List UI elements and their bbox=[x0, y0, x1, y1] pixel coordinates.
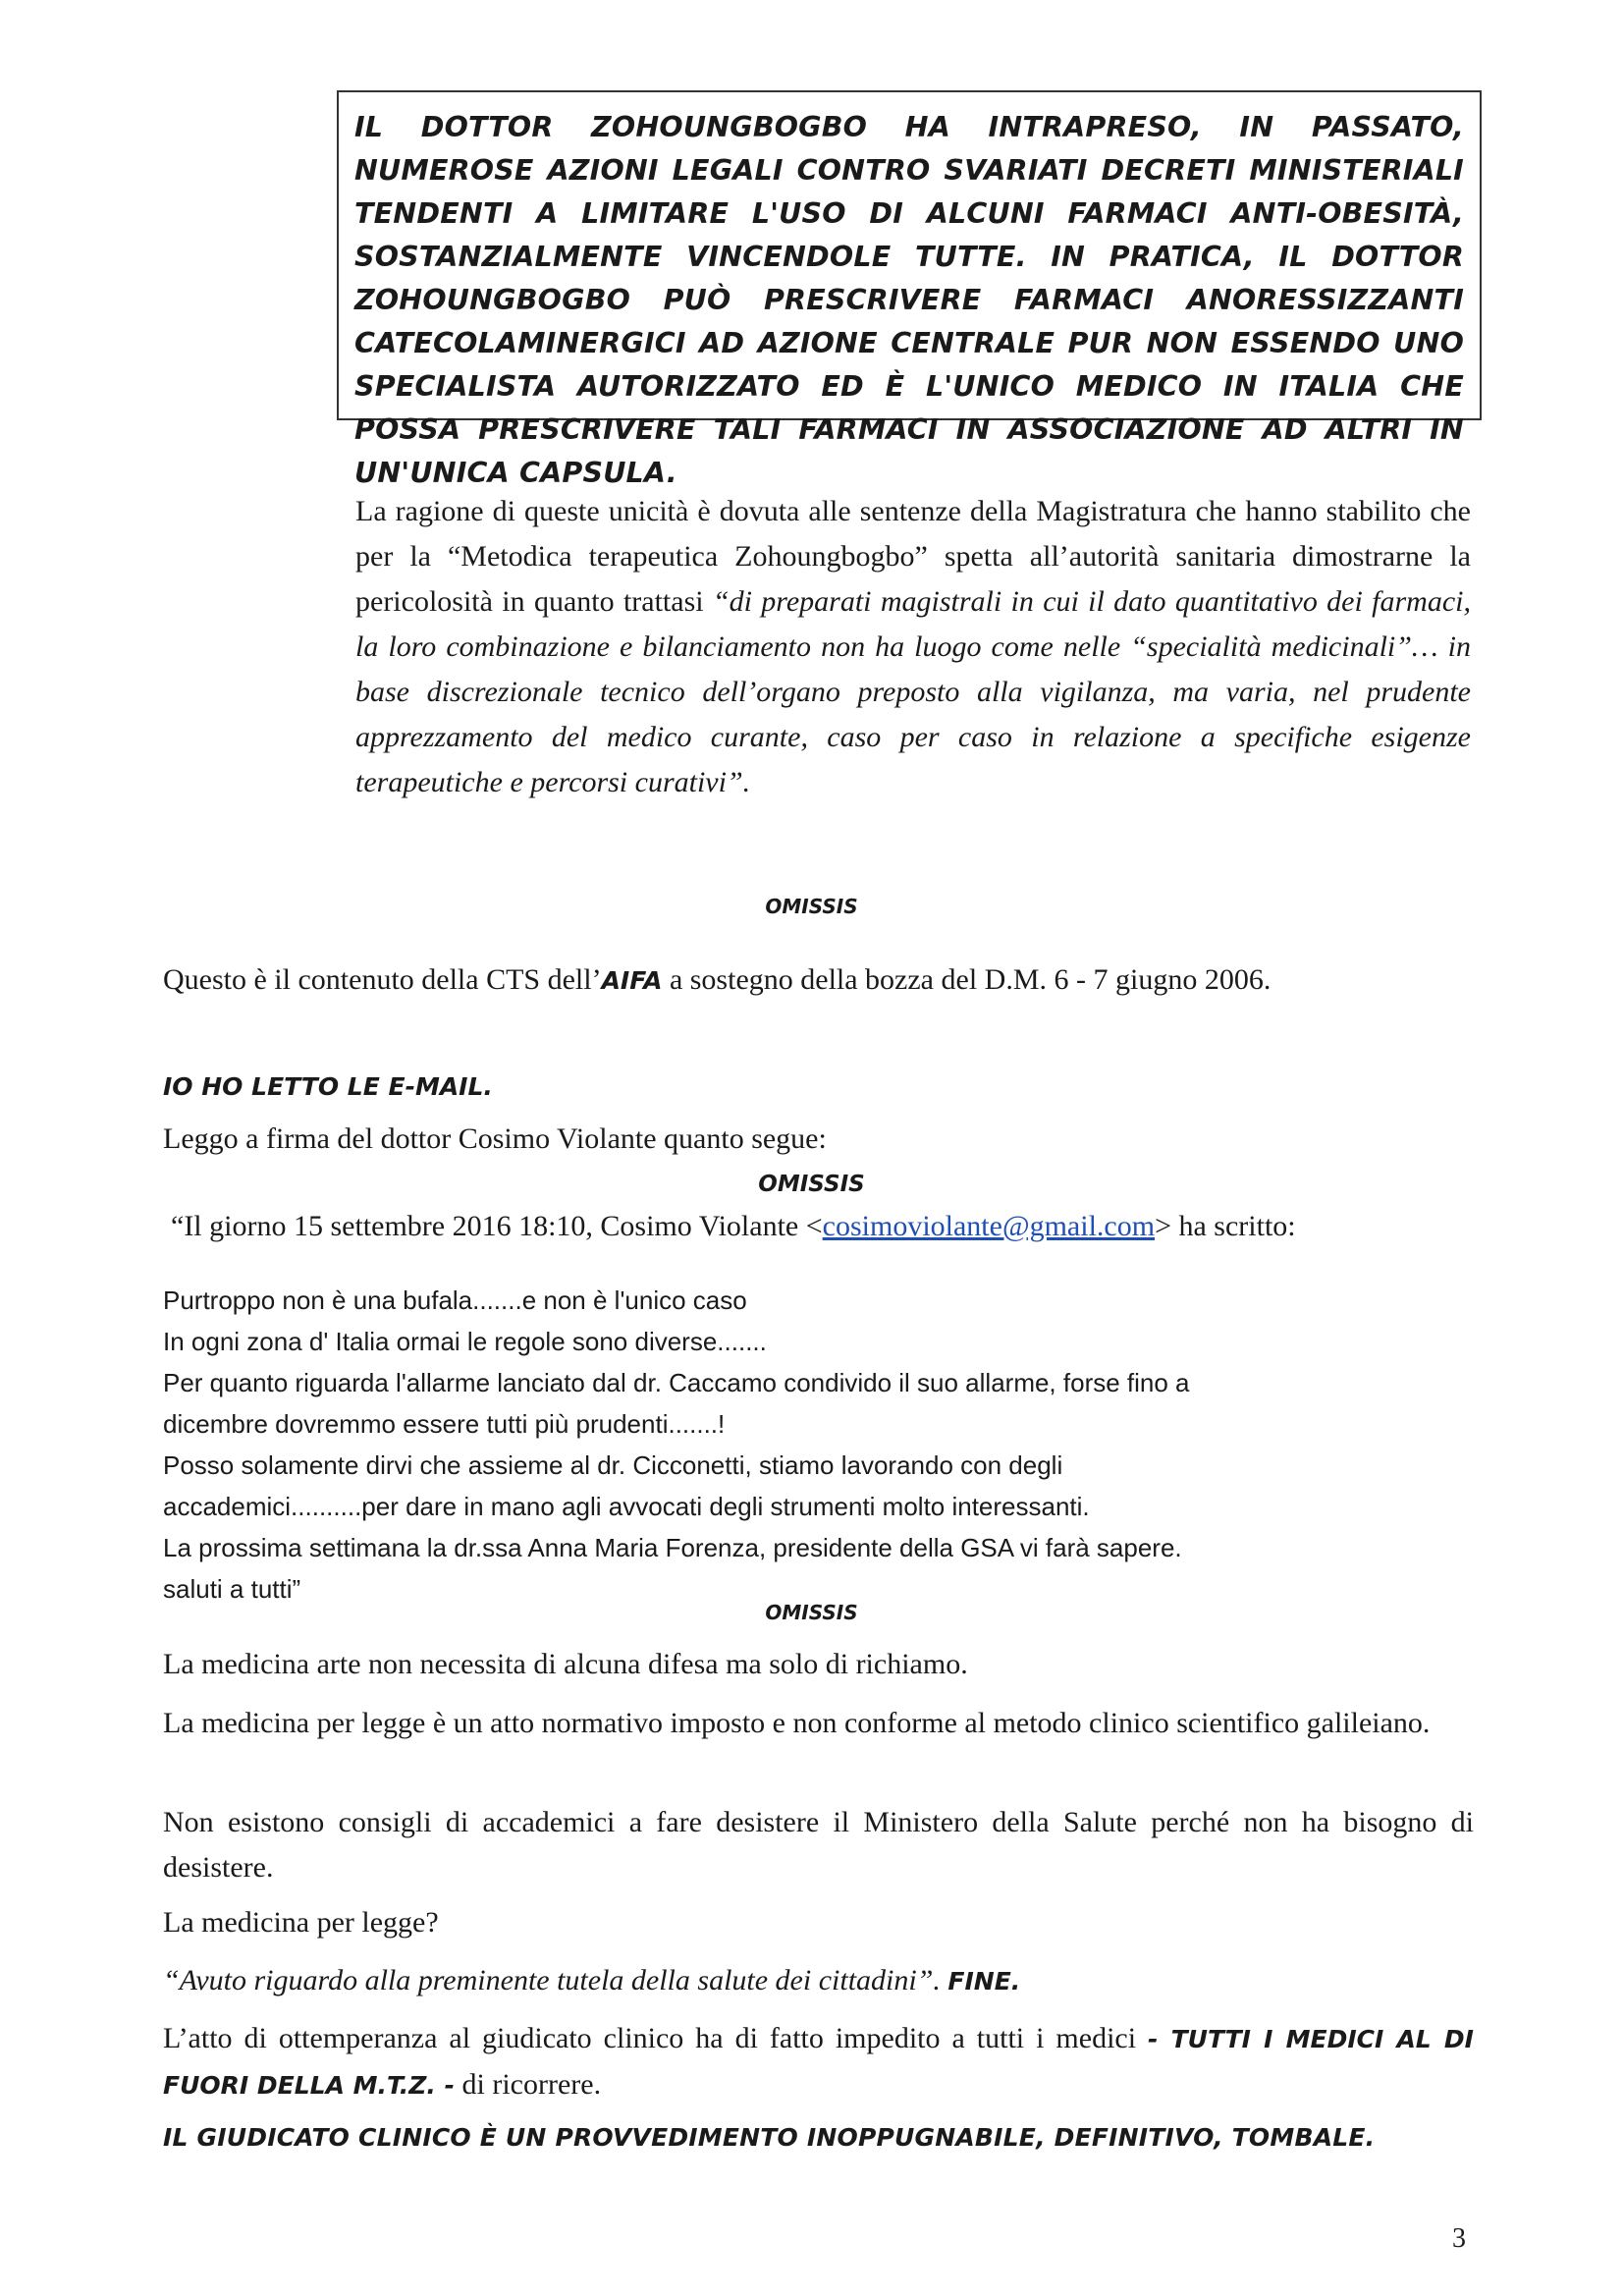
omissis-label-3: OMISSIS bbox=[765, 1601, 858, 1624]
quote-text-a: “Il giorno 15 settembre 2016 18:10, Cosimo Violante < bbox=[171, 1210, 823, 1242]
paragraph-riguardo bbox=[163, 1958, 1474, 2004]
paragraph-ragione bbox=[355, 489, 1471, 805]
ragione-quote: “di preparati magistrali in cui il dato quantitativo dei farmaci, la loro combinazione e bilanciamento non ha luogo come nelle “specialità medicinali”… in base discrezionale tecnico dell’organo preposto alla vigilanza, ma varia, nel prudente apprezzamento del medico curante, caso per caso in relazione a specifiche esigenze terapeutiche e percorsi curativi”. bbox=[355, 585, 1471, 798]
aifa-label: AIFA bbox=[601, 966, 663, 995]
quote-text-b: > ha scritto: bbox=[1155, 1210, 1296, 1242]
email-line: Posso solamente dirvi che assieme al dr. Cicconetti, stiamo lavorando con degli bbox=[163, 1450, 1063, 1480]
riguardo-quote: “Avuto riguardo alla preminente tutela della salute dei cittadini”. bbox=[163, 1964, 941, 1996]
omissis-label-2: OMISSIS bbox=[758, 1172, 865, 1197]
ragione-text: La ragione di queste unicità è dovuta alle sentenze della Magistratura che hanno stabilito che per la “Metodica terapeutica Zohoungbogbo” spetta all’autorità sanitaria dimostrarne la pericolosità in quanto trattasi bbox=[355, 495, 1471, 618]
paragraph-domanda: La medicina per legge? bbox=[163, 1906, 439, 1939]
cts-text-a: Questo è il contenuto della CTS dell’ bbox=[163, 963, 602, 996]
paragraph-ottemperanza bbox=[163, 2016, 1474, 2108]
cts-text-b: a sostegno della bozza del D.M. 6 - 7 giugno 2006. bbox=[662, 963, 1271, 996]
boxed-notice-text: IL DOTTOR ZOHOUNGBOGBO HA INTRAPRESO, IN PASSATO, NUMEROSE AZIONI LEGALI CONTRO SVARIATI DECRETI MINISTERIALI TENDENTI A LIMITARE L'USO DI ALCUNI FARMACI ANTI-OBESITÀ, SOSTANZIALMENTE VINCENDOLE TUTTE. IN PRATICA, IL DOTTOR ZOHOUNGBOGBO PUÒ PRESCRIVERE FARMACI ANORESSIZZANTI CATECOLAMINERGICI AD AZIONE CENTRALE PUR NON ESSENDO UNO SPECIALISTA AUTORIZZATO ED È L'UNICO MEDICO IN ITALIA CHE POSSA PRESCRIVERE TALI FARMACI IN ASSOCIAZIONE AD ALTRI IN UN'UNICA CAPSULA. bbox=[354, 111, 1464, 489]
paragraph-accademici: Non esistono consigli di accademici a fare desistere il Ministero della Salute perché non ha bisogno di desistere. bbox=[163, 1806, 1474, 1884]
email-line: saluti a tutti” bbox=[163, 1574, 301, 1604]
paragraph-legge: La medicina per legge è un atto normativo imposto e non conforme al metodo clinico scientifico galileiano. bbox=[163, 1707, 1431, 1739]
paragraph-cts bbox=[163, 957, 1474, 1004]
omissis-label-1: OMISSIS bbox=[765, 895, 858, 918]
ottemperanza-text-b: di ricorrere. bbox=[455, 2068, 602, 2101]
ottemperanza-text-a: L’atto di ottemperanza al giudicato clinico ha di fatto impedito a tutti i medici bbox=[163, 2022, 1149, 2054]
email-line: In ogni zona d' Italia ormai le regole sono diverse....... bbox=[163, 1327, 767, 1356]
paragraph-leggo: Leggo a firma del dottor Cosimo Violante quanto segue: bbox=[163, 1122, 827, 1155]
email-line: accademici..........per dare in mano agli avvocati degli strumenti molto interessanti. bbox=[163, 1492, 1090, 1521]
email-quote-header bbox=[171, 1204, 1477, 1249]
boxed-notice bbox=[337, 90, 1482, 489]
final-statement: IL GIUDICATO CLINICO È UN PROVVEDIMENTO INOPPUGNABILE, DEFINITIVO, TOMBALE. bbox=[163, 2123, 1376, 2152]
email-line: dicembre dovremmo essere tutti più prudenti.......! bbox=[163, 1409, 726, 1439]
tutti-medici-label: - TUTTI I MEDICI AL DI FUORI DELLA M.T.Z. - bbox=[163, 2025, 1474, 2100]
email-line: Purtroppo non è una bufala.......e non è l'unico caso bbox=[163, 1285, 747, 1315]
fine-label: FINE. bbox=[947, 1967, 1021, 1995]
email-link[interactable]: cosimoviolante@gmail.com bbox=[822, 1210, 1156, 1242]
heading-email: IO HO LETTO LE E-MAIL. bbox=[163, 1072, 493, 1101]
email-body bbox=[163, 1280, 1479, 1610]
paragraph-arte: La medicina arte non necessita di alcuna difesa ma solo di richiamo. bbox=[163, 1648, 968, 1680]
page-number: 3 bbox=[1452, 2223, 1466, 2254]
email-line: Per quanto riguarda l'allarme lanciato dal dr. Caccamo condivido il suo allarme, forse fino a bbox=[163, 1368, 1190, 1397]
email-line: La prossima settimana la dr.ssa Anna Maria Forenza, presidente della GSA vi farà sapere. bbox=[163, 1533, 1182, 1562]
